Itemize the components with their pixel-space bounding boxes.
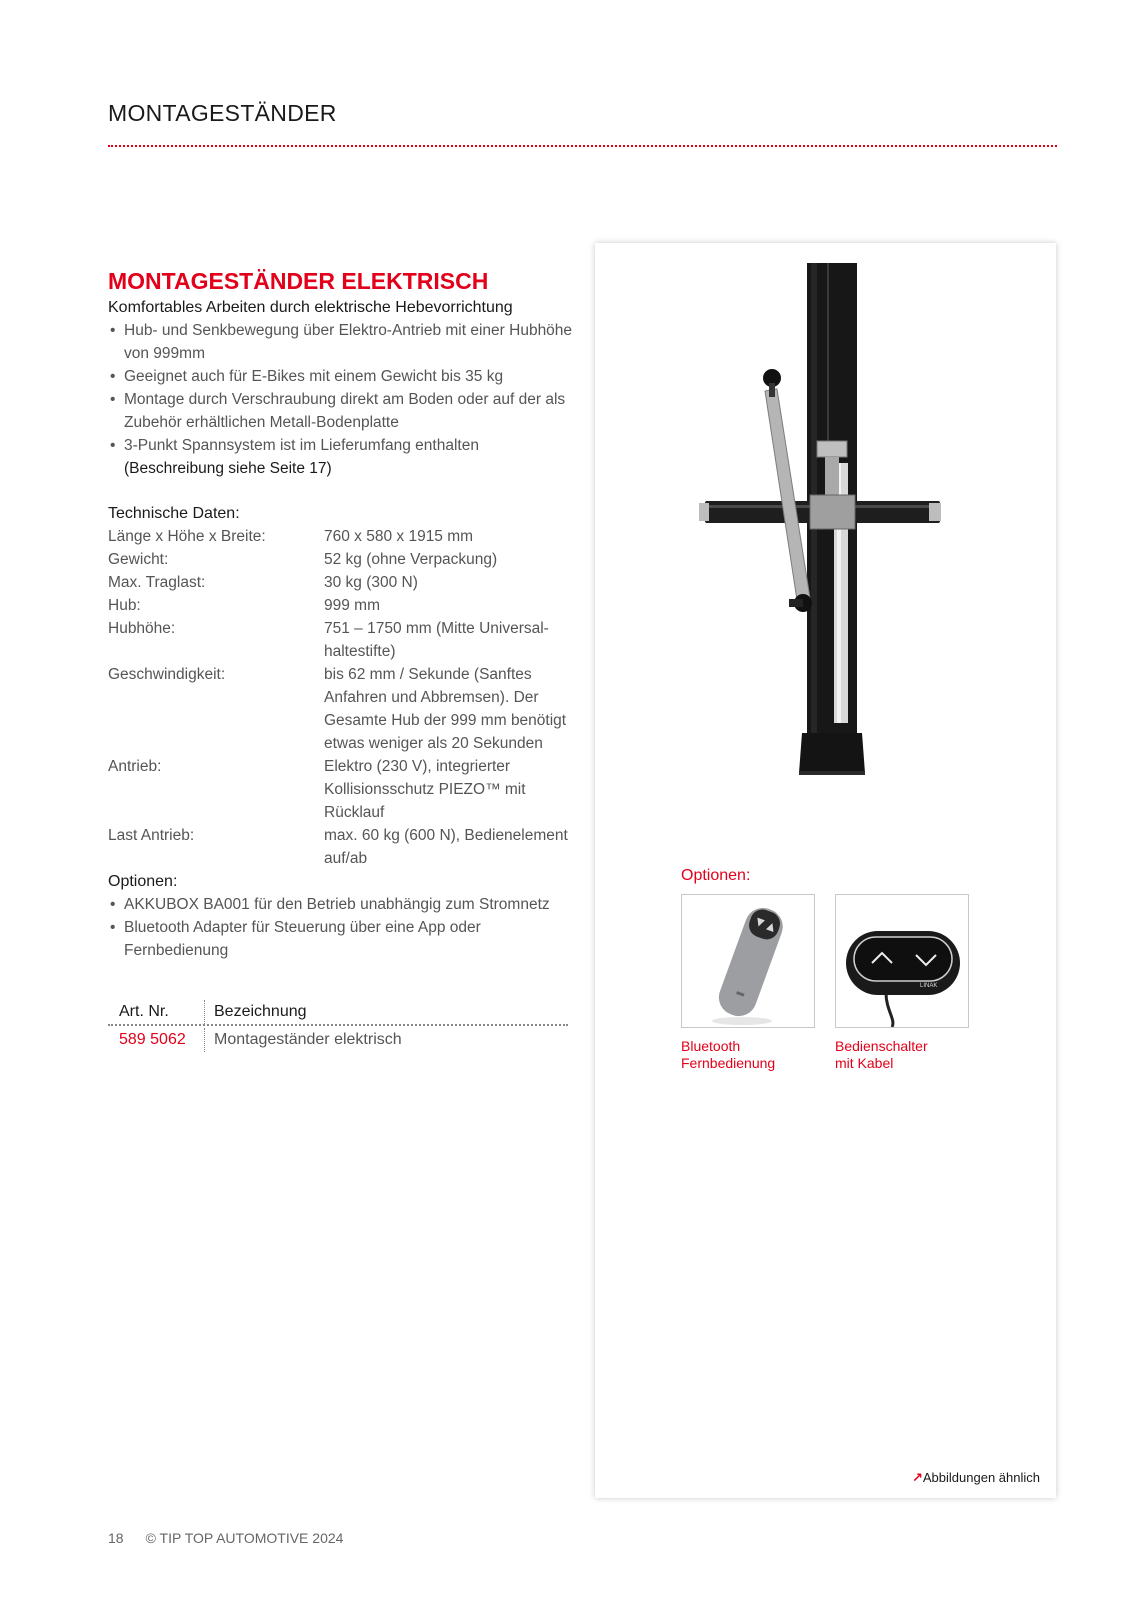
assembly-stand-image bbox=[695, 263, 945, 793]
spec-label: Hub: bbox=[108, 597, 141, 614]
caption-line: mit Kabel bbox=[835, 1055, 894, 1071]
spec-label: Last Antrieb: bbox=[108, 827, 195, 844]
spec-value: 751 – 1750 mm (Mitte Universal-haltestifte) bbox=[324, 620, 549, 660]
table-row bbox=[108, 1026, 568, 1052]
option-caption-bluetooth bbox=[681, 1038, 821, 1072]
brand-logo: LINAK bbox=[920, 983, 938, 989]
spec-label: Gewicht: bbox=[108, 551, 169, 568]
table-row bbox=[108, 617, 578, 663]
feature-text: 3-Punkt Spannsystem ist im Lieferumfang enthalten bbox=[124, 437, 479, 454]
list-item bbox=[108, 434, 578, 480]
specs-table bbox=[108, 525, 578, 870]
spec-value: Elektro (230 V), integrierter Kollisionsschutz PIEZO™ mit Rücklauf bbox=[324, 758, 526, 821]
art-nr-cell: 589 5062 bbox=[108, 1028, 205, 1052]
caption-line: Bedienschalter bbox=[835, 1038, 928, 1054]
spec-label: Max. Traglast: bbox=[108, 574, 206, 591]
caption-line: Fernbedienung bbox=[681, 1055, 776, 1071]
product-subtitle: Komfortables Arbeiten durch elektrische Hebevorrichtung bbox=[108, 299, 513, 316]
list-item: • Hub- und Senkbewegung über Elektro-Antrieb mit einer Hubhöhe von 999mm bbox=[108, 319, 578, 365]
option-image-bluetooth-remote bbox=[681, 894, 815, 1028]
name-header: Bezeichnung bbox=[214, 1003, 307, 1020]
technical-data bbox=[108, 502, 578, 962]
images-similar-note bbox=[912, 1470, 1040, 1486]
page-number: 18 bbox=[108, 1530, 124, 1546]
list-item: • AKKUBOX BA001 für den Betrieb unabhängig zum Stromnetz bbox=[108, 893, 578, 916]
similar-note-text: Abbildungen ähnlich bbox=[922, 1470, 1040, 1485]
table-row bbox=[108, 755, 578, 824]
list-item: • Bluetooth Adapter für Steuerung über eine App oder Fernbedienung bbox=[108, 916, 578, 962]
table-row bbox=[108, 571, 578, 594]
cable-switch-image bbox=[836, 895, 968, 1027]
bluetooth-remote-image bbox=[682, 895, 814, 1027]
name-cell: Montageständer elektrisch bbox=[214, 1031, 402, 1048]
page-footer bbox=[108, 1530, 343, 1546]
options-list bbox=[108, 893, 578, 962]
option-image-cable-switch bbox=[835, 894, 969, 1028]
image-panel bbox=[595, 243, 1056, 1498]
technical-data-heading: Technische Daten: bbox=[108, 505, 240, 522]
spec-value: 52 kg (ohne Verpackung) bbox=[324, 551, 498, 568]
spec-label: Hubhöhe: bbox=[108, 620, 176, 637]
table-row bbox=[108, 663, 578, 755]
product-description bbox=[108, 266, 578, 962]
spec-value: 760 x 580 x 1915 mm bbox=[324, 528, 474, 545]
article-table bbox=[108, 1000, 568, 1052]
copyright: © TIP TOP AUTOMOTIVE 2024 bbox=[145, 1530, 344, 1546]
spec-label: Antrieb: bbox=[108, 758, 162, 775]
list-item: • Montage durch Verschraubung direkt am Boden oder auf der als Zubehör erhältlichen Metall-Bodenplatte bbox=[108, 388, 578, 434]
caption-line: Bluetooth bbox=[681, 1038, 741, 1054]
option-caption-switch bbox=[835, 1038, 975, 1072]
art-nr-header: Art. Nr. bbox=[108, 1000, 205, 1024]
options-heading: Optionen: bbox=[108, 873, 178, 890]
spec-value: max. 60 kg (600 N), Bedienelement auf/ab bbox=[324, 827, 568, 867]
list-item: • Geeignet auch für E-Bikes mit einem Gewicht bis 35 kg bbox=[108, 365, 578, 388]
feature-list bbox=[108, 319, 578, 480]
page-reference-link[interactable]: (Beschreibung siehe Seite 17) bbox=[124, 460, 332, 477]
table-row bbox=[108, 594, 578, 617]
table-row bbox=[108, 824, 578, 870]
spec-label: Geschwindigkeit: bbox=[108, 666, 226, 683]
spec-value: 999 mm bbox=[324, 597, 380, 614]
arrow-up-right-icon: ↗ bbox=[911, 1470, 923, 1485]
table-row bbox=[108, 548, 578, 571]
options-label: Optionen: bbox=[681, 867, 751, 884]
table-row bbox=[108, 525, 578, 548]
spec-value: bis 62 mm / Sekunde (Sanftes Anfahren und Abbremsen). Der Gesamte Hub der 999 mm benötigt etwas weniger als 20 Sekunden bbox=[324, 666, 567, 752]
spec-value: 30 kg (300 N) bbox=[324, 574, 418, 591]
spec-label: Länge x Höhe x Breite: bbox=[108, 528, 266, 545]
product-title: MONTAGESTÄNDER ELEKTRISCH bbox=[108, 268, 489, 294]
title-divider bbox=[108, 145, 1057, 147]
article-table-header bbox=[108, 1000, 568, 1026]
page-title: MONTAGESTÄNDER bbox=[108, 100, 337, 126]
